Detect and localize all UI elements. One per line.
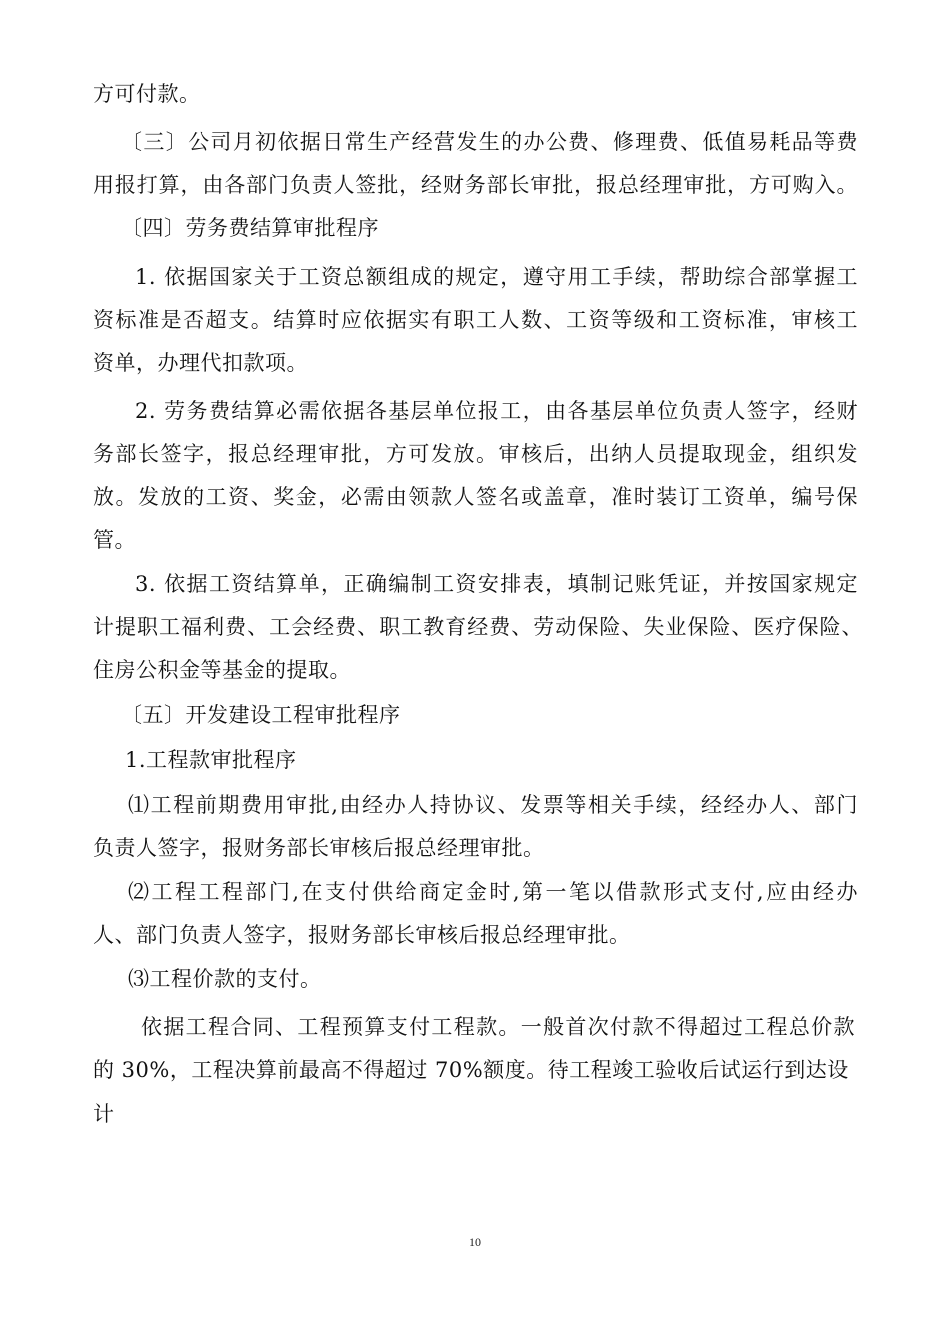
paragraph-line: 务部长签字，报总经理审批，方可发放。审核后，出纳人员提取现金，组织发 [93,442,858,466]
paragraph-line: 1. 依据国家关于工资总额组成的规定，遵守用工手续，帮助综合部掌握工 [135,265,858,289]
paragraph-line: 3. 依据工资结算单，正确编制工资安排表，填制记账凭证，并按国家规定 [135,572,858,596]
paragraph-line: 计 [93,1102,115,1126]
paragraph-line: 人、部门负责人签字，报财务部长审核后报总经理审批。 [93,923,631,947]
paragraph-line: ⑶工程价款的支付。 [128,967,322,991]
paragraph-line: ⑴工程前期费用审批,由经办人持协议、发票等相关手续，经经办人、部门 [128,793,858,817]
paragraph-line: 2. 劳务费结算必需依据各基层单位报工，由各基层单位负责人签字，经财 [135,399,858,423]
paragraph-line: 用报打算，由各部门负责人签批，经财务部长审批，报总经理审批，方可购入。 [93,173,858,197]
paragraph-line: ⑵工程工程部门,在支付供给商定金时,第一笔以借款形式支付,应由经办 [128,880,858,904]
paragraph-line: 住房公积金等基金的提取。 [93,658,351,682]
paragraph-line: 计提职工福利费、工会经费、职工教育经费、劳动保险、失业保险、医疗保险、 [93,615,863,639]
subsection-heading: 1.工程款审批程序 [125,748,297,772]
section-heading: 〔五〕开发建设工程审批程序 [121,703,401,727]
paragraph-line: 方可付款。 [93,82,201,106]
paragraph-line: 管。 [93,528,136,552]
paragraph-line: 〔三〕公司月初依据日常生产经营发生的办公费、修理费、低值易耗品等费 [121,130,858,154]
section-heading: 〔四〕劳务费结算审批程序 [121,216,379,240]
paragraph-line: 放。发放的工资、奖金，必需由领款人签名或盖章，准时装订工资单，编号保 [93,485,858,509]
paragraph-line: 依据工程合同、工程预算支付工程款。一般首次付款不得超过工程总价款 [141,1015,855,1039]
paragraph-line: 的 30%，工程决算前最高不得超过 70%额度。待工程竣工验收后试运行到达设 [93,1058,849,1082]
paragraph-line: 资单，办理代扣款项。 [93,351,308,375]
paragraph-line: 资标准是否超支。结算时应依据实有职工人数、工资等级和工资标准，审核工 [93,308,858,332]
page-number: 10 [469,1235,481,1249]
paragraph-line: 负责人签字，报财务部长审核后报总经理审批。 [93,836,545,860]
